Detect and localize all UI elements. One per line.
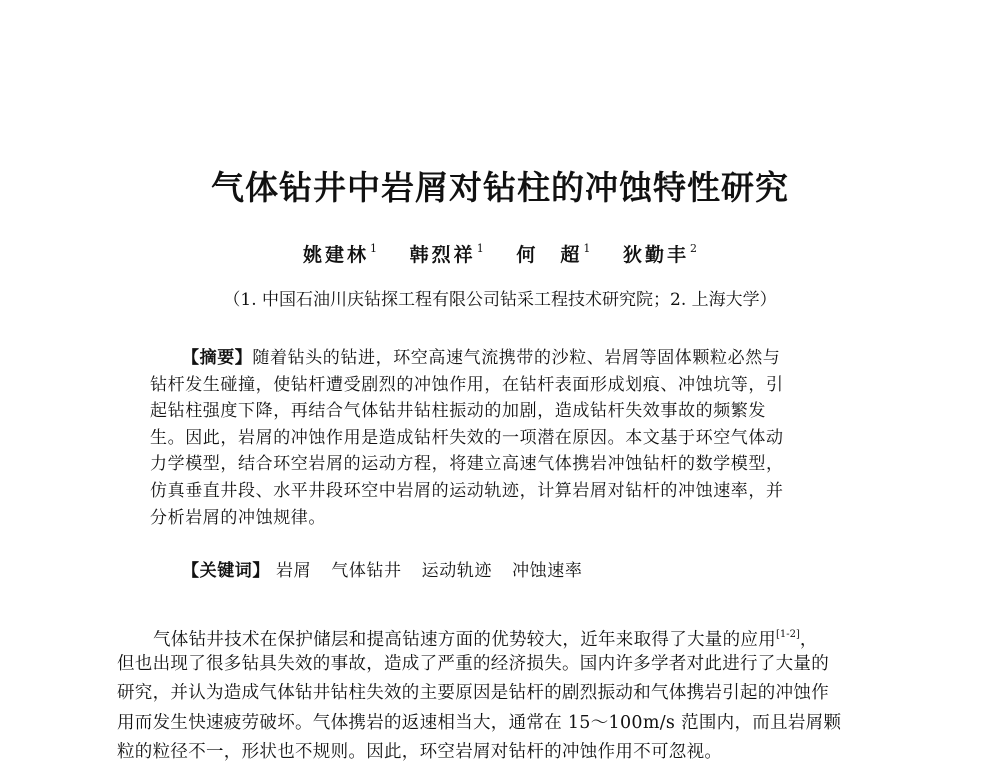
author-name: 狄勤丰 <box>622 244 689 266</box>
author <box>623 236 697 268</box>
affiliation: （1. 中国石油川庆钻探工程有限公司钻采工程技术研究院；2. 上海大学） <box>223 290 777 310</box>
author-affiliation-mark: 1 <box>370 242 378 255</box>
keywords <box>182 558 596 584</box>
author-list <box>0 236 1000 268</box>
keywords-label: 【关键词】 <box>182 561 270 581</box>
body-paragraph <box>117 620 892 768</box>
abstract-label: 【摘要】 <box>182 348 253 368</box>
keyword: 气体钻井 <box>331 561 402 581</box>
abstract <box>150 345 865 531</box>
author <box>410 236 484 268</box>
body-line: 但也出现了很多钻具失效的事故，造成了严重的经济损失。国内许多学者对此进行了大量的 <box>117 653 829 674</box>
author-affiliation-mark: 2 <box>689 242 697 255</box>
body-line: 粒的粒径不一，形状也不规则。因此，环空岩屑对钻杆的冲蚀作用不可忽视。 <box>117 742 723 762</box>
author <box>516 236 590 268</box>
abstract-line: 力学模型，结合环空岩屑的运动方程，将建立高速气体携岩冲蚀钻杆的数学模型， <box>150 454 784 475</box>
keyword: 运动轨迹 <box>421 561 493 581</box>
author-name: 姚建林 <box>303 244 370 266</box>
keyword: 岩屑 <box>276 561 312 581</box>
keyword: 冲蚀速率 <box>512 561 583 581</box>
abstract-line: 钻杆发生碰撞，使钻杆遭受剧烈的冲蚀作用，在钻杆表面形成划痕、冲蚀坑等，引 <box>150 374 784 395</box>
abstract-line <box>150 345 865 372</box>
author <box>303 236 377 268</box>
author-affiliation-mark: 1 <box>583 242 591 255</box>
body-line: 用而发生快速疲劳破坏。气体携岩的返速相当大，通常在 15～100m/s 范围内，而且岩屑颗 <box>117 712 842 733</box>
citation-mark: [1-2] <box>776 629 800 640</box>
author-name: 韩烈祥 <box>409 244 476 266</box>
paper-title: 气体钻井中岩屑对钻柱的冲蚀特性研究 <box>211 168 789 207</box>
body-line: 研究，并认为造成气体钻井钻柱失效的主要原因是钻杆的剧烈振动和气体携岩引起的冲蚀作 <box>117 683 829 703</box>
abstract-line: 分析岩屑的冲蚀规律。 <box>150 507 326 528</box>
author-affiliation-mark: 1 <box>476 242 484 255</box>
author-name: 何 超 <box>516 244 583 266</box>
body-punctuation: ， <box>799 630 818 650</box>
body-text: 气体钻井技术在保护储层和提高钻速方面的优势较大，近年来取得了大量的应用 <box>153 630 776 650</box>
abstract-text: 随着钻头的钻进，环空高速气流携带的沙粒、岩屑等固体颗粒必然与 <box>252 348 781 368</box>
abstract-line: 起钻柱强度下降，再结合气体钻井钻柱振动的加剧，造成钻杆失效事故的频繁发 <box>150 401 766 422</box>
abstract-line: 生。因此，岩屑的冲蚀作用是造成钻杆失效的一项潜在原因。本文基于环空气体动 <box>150 427 784 448</box>
abstract-line: 仿真垂直井段、水平井段环空中岩屑的运动轨迹，计算岩屑对钻杆的冲蚀速率，并 <box>150 480 784 501</box>
body-line <box>117 620 892 650</box>
